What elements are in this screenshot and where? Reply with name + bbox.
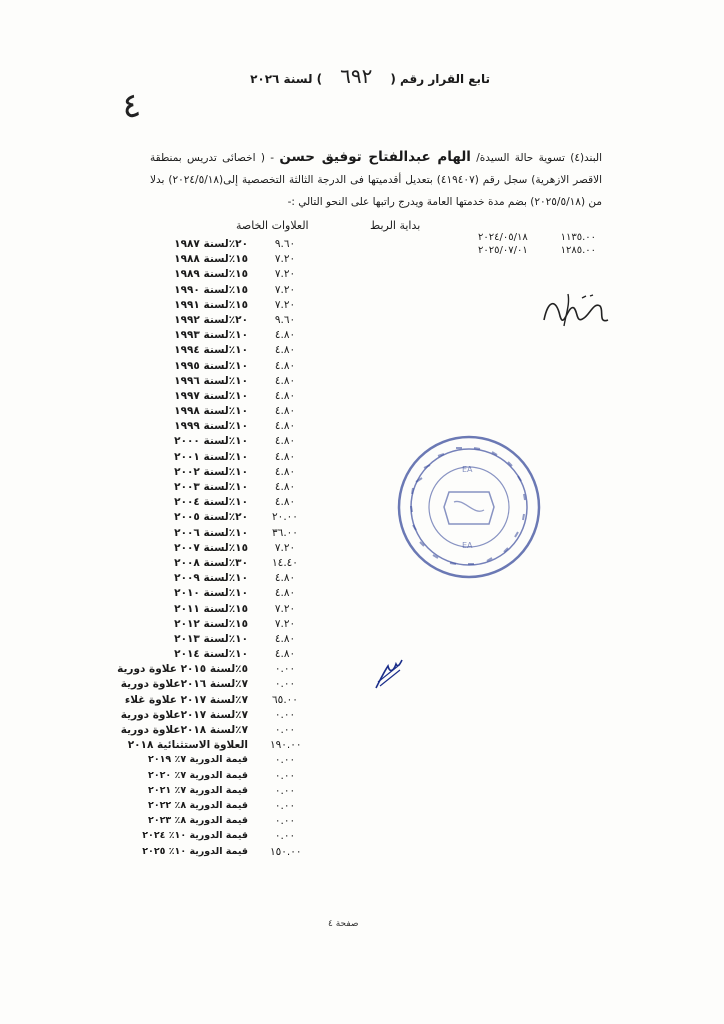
allowance-row bbox=[128, 344, 314, 359]
allowance-label: ١٠٪لسنة ٢٠٠٠ bbox=[174, 435, 248, 448]
allowance-row bbox=[128, 603, 314, 618]
allowance-label: ١٠٪لسنة ١٩٩٩ bbox=[174, 420, 248, 433]
allowance-row bbox=[128, 268, 314, 283]
allowance-row bbox=[128, 618, 314, 633]
salary-row bbox=[478, 244, 596, 257]
allowance-value: ٤.٨٠ bbox=[274, 450, 296, 463]
allowance-row bbox=[128, 587, 314, 602]
allowance-label: ١٠٪لسنة ٢٠٠٣ bbox=[174, 481, 248, 493]
allowance-value: ٤.٨٠ bbox=[274, 465, 296, 478]
svg-text:EA: EA bbox=[462, 465, 473, 474]
allowance-label: ١٠٪لسنة ٢٠١٣ bbox=[174, 632, 248, 645]
allowance-row bbox=[128, 451, 314, 466]
allowance-value: ٤.٨٠ bbox=[274, 389, 296, 402]
allowance-value: ٤.٨٠ bbox=[274, 496, 296, 509]
allowance-value: ٠.٠٠ bbox=[274, 815, 296, 828]
allowances-table bbox=[117, 238, 314, 861]
allowance-label: ١٠٪لسنة ٢٠٠٩ bbox=[174, 572, 248, 585]
allowance-row bbox=[120, 708, 314, 724]
allowance-label: قيمة الدورية ٧٪ ٢٠١٩ bbox=[148, 754, 248, 766]
page-number: صفحة ٤ bbox=[328, 919, 359, 929]
allowance-label: قيمة الدورية ٨٪ ٢٠٢٢ bbox=[148, 799, 248, 811]
allowance-label: ١٠٪لسنة ١٩٩٣ bbox=[174, 329, 248, 342]
allowance-label: ١٠٪لسنة ١٩٩٥ bbox=[174, 359, 248, 372]
allowance-value: ٤.٨٠ bbox=[274, 587, 296, 600]
allowance-value: ٣٦.٠٠ bbox=[272, 526, 298, 539]
allowance-value: ٧.٢٠ bbox=[274, 283, 296, 296]
allowance-label: ٧٪لسنة ٢٠١٧علاوة دورية bbox=[120, 708, 248, 721]
decision-suffix: ) لسنة ٢٠٢٦ bbox=[250, 72, 323, 86]
allowance-row bbox=[128, 375, 314, 390]
allowance-value: ٠.٠٠ bbox=[274, 708, 296, 721]
decision-prefix: تابع القرار رقم ( bbox=[390, 72, 490, 86]
allowance-value: ٢٠.٠٠ bbox=[272, 511, 298, 524]
allowance-row bbox=[120, 724, 314, 739]
allowance-row bbox=[128, 785, 314, 800]
allowance-label: ١٠٪لسنة ٢٠١٠ bbox=[174, 587, 248, 600]
salary-amount: ١١٣٥.٠٠ bbox=[560, 232, 596, 243]
allowance-value: ٠.٠٠ bbox=[274, 678, 296, 691]
item-paragraph bbox=[150, 146, 602, 213]
allowance-row bbox=[128, 572, 314, 587]
allowance-row bbox=[128, 329, 314, 344]
allowance-row bbox=[128, 511, 314, 526]
decision-number: ٦٩٢ bbox=[340, 64, 373, 88]
paragraph-rest: - ( اخصائى تدريس بمنطقة الاقصر الازهرية) سجل رقم (٤١٩٤٠٧) بتعديل أقدميتها فى الدرجة الثالثة التخصصية إلى(٢٠٢٤/٥/١٨) بدلا من (٢٠٢٥/٥/١٨) بضم مدة خدمتها العامة ويدرج راتبها على النحو التالي :- bbox=[150, 152, 602, 208]
allowance-label: قيمة الدورية ١٠٪ ٢٠٢٥ bbox=[142, 845, 248, 857]
allowance-label: ١٥٪لسنة ١٩٨٩ bbox=[174, 268, 248, 281]
allowance-row bbox=[117, 663, 314, 678]
allowance-row bbox=[128, 481, 314, 496]
allowance-value: ٠.٠٠ bbox=[274, 754, 296, 767]
allowance-value: ٤.٨٠ bbox=[274, 632, 296, 645]
salary-rows bbox=[478, 231, 596, 257]
allowance-row bbox=[128, 739, 314, 754]
allowance-value: ٩.٦٠ bbox=[274, 313, 296, 326]
allowance-row bbox=[128, 405, 314, 420]
allowance-row bbox=[128, 435, 314, 450]
allowance-value: ٠.٠٠ bbox=[274, 769, 296, 782]
allowance-value: ٤.٨٠ bbox=[274, 572, 296, 585]
allowance-row bbox=[120, 678, 314, 693]
allowance-value: ٤.٨٠ bbox=[274, 344, 296, 357]
allowance-row bbox=[128, 314, 314, 329]
official-seal-stamp bbox=[394, 432, 544, 582]
allowance-value: ٧.٢٠ bbox=[274, 268, 296, 281]
allowance-value: ٤.٨٠ bbox=[274, 329, 296, 342]
allowance-row bbox=[128, 299, 314, 314]
allowance-value: ٧.٢٠ bbox=[274, 602, 296, 615]
allowance-value: ١٥٠.٠٠ bbox=[270, 845, 302, 858]
allowance-value: ١٤.٤٠ bbox=[272, 556, 298, 569]
allowance-label: قيمة الدورية ١٠٪ ٢٠٢٤ bbox=[142, 830, 248, 842]
allowance-label: ٣٠٪لسنة ٢٠٠٨ bbox=[174, 556, 248, 569]
allowance-row bbox=[128, 390, 314, 405]
special-allowances-heading: العلاوات الخاصة bbox=[236, 219, 309, 232]
allowance-row bbox=[128, 770, 314, 785]
allowance-value: ٤.٨٠ bbox=[274, 648, 296, 661]
allowance-row bbox=[128, 466, 314, 481]
allowance-row bbox=[128, 846, 314, 861]
allowance-row bbox=[128, 284, 314, 299]
allowance-label: ٥٪لسنة ٢٠١٥ علاوة دورية bbox=[117, 663, 248, 676]
allowance-value: ١٩٠.٠٠ bbox=[270, 739, 302, 752]
allowance-label: ١٥٪لسنة ٢٠١١ bbox=[174, 602, 248, 615]
salary-date: ٢٠٢٥/٠٧/٠١ bbox=[478, 245, 528, 256]
decision-header bbox=[230, 64, 490, 88]
allowance-row bbox=[128, 800, 314, 815]
allowance-value: ٧.٢٠ bbox=[274, 617, 296, 630]
allowance-label: ١٥٪لسنة ١٩٨٨ bbox=[174, 253, 248, 266]
allowance-label: قيمة الدورية ٧٪ ٢٠٢٠ bbox=[148, 769, 248, 781]
allowance-label: ١٥٪لسنة ١٩٩٠ bbox=[174, 283, 248, 296]
allowance-label: ١٠٪لسنة ٢٠٠١ bbox=[174, 450, 248, 463]
allowance-value: ٩.٦٠ bbox=[274, 238, 296, 250]
salary-row bbox=[478, 231, 596, 244]
allowance-row bbox=[124, 693, 314, 709]
allowance-label: ١٥٪لسنة ٢٠١٢ bbox=[174, 617, 248, 630]
handwritten-page-mark: ٤ bbox=[119, 84, 143, 128]
allowance-row bbox=[128, 754, 314, 769]
allowance-value: ٧.٢٠ bbox=[274, 253, 296, 266]
allowance-row bbox=[128, 360, 314, 375]
allowance-label: ٢٠٪لسنة ١٩٩٢ bbox=[174, 313, 248, 326]
handwritten-initial bbox=[372, 652, 406, 692]
start-link-heading: بداية الربط bbox=[370, 219, 421, 232]
allowance-label: ٢٠٪لسنة ١٩٨٧ bbox=[174, 238, 248, 250]
allowance-label: ١٥٪لسنة ١٩٩١ bbox=[174, 298, 248, 311]
allowance-label: ١٠٪لسنة ١٩٩٤ bbox=[174, 344, 248, 357]
allowance-row bbox=[128, 527, 314, 542]
allowance-row bbox=[128, 253, 314, 268]
allowance-label: قيمة الدورية ٨٪ ٢٠٢٣ bbox=[148, 815, 248, 827]
allowance-value: ٠.٠٠ bbox=[274, 663, 296, 676]
allowance-value: ٠.٠٠ bbox=[274, 830, 296, 843]
allowance-label: ١٥٪لسنة ٢٠٠٧ bbox=[174, 541, 248, 554]
allowance-row bbox=[128, 238, 314, 253]
allowance-label: ١٠٪لسنة ٢٠٠٢ bbox=[174, 465, 248, 478]
allowance-label: ٧٪لسنة ٢٠١٨علاوة دورية bbox=[120, 724, 248, 736]
allowance-value: ٦٥.٠٠ bbox=[272, 693, 298, 706]
allowance-label: ٧٪لسنة ٢٠١٧ علاوة غلاء bbox=[124, 693, 248, 706]
allowance-row bbox=[128, 648, 314, 663]
allowance-row bbox=[128, 542, 314, 557]
allowance-value: ٤.٨٠ bbox=[274, 420, 296, 433]
allowance-label: ١٠٪لسنة ١٩٩٧ bbox=[174, 389, 248, 402]
allowance-value: ٤.٨٠ bbox=[274, 481, 296, 493]
allowance-value: ٧.٢٠ bbox=[274, 541, 296, 554]
allowance-value: ٤.٨٠ bbox=[274, 435, 296, 448]
allowance-label: ١٠٪لسنة ٢٠٠٦ bbox=[174, 526, 248, 539]
allowance-row bbox=[128, 830, 314, 845]
allowance-label: ١٠٪لسنة ٢٠١٤ bbox=[174, 648, 248, 661]
employee-name: الهام عبدالفتاح توفيق حسن bbox=[279, 149, 471, 165]
handwritten-signature bbox=[538, 290, 616, 338]
allowance-row bbox=[128, 496, 314, 511]
salary-date: ٢٠٢٤/٠٥/١٨ bbox=[478, 232, 528, 243]
allowance-row bbox=[128, 633, 314, 648]
allowance-value: ٠.٠٠ bbox=[274, 799, 296, 812]
allowance-label: ٢٠٪لسنة ٢٠٠٥ bbox=[174, 511, 248, 524]
allowance-label: ١٠٪لسنة ٢٠٠٤ bbox=[174, 496, 248, 509]
allowance-row bbox=[128, 420, 314, 435]
allowance-row bbox=[128, 815, 314, 830]
allowance-row bbox=[128, 557, 314, 572]
svg-text:EA: EA bbox=[462, 541, 473, 550]
allowance-label: ٧٪لسنة ٢٠١٦علاوة دورية bbox=[120, 678, 248, 691]
allowance-label: ١٠٪لسنة ١٩٩٦ bbox=[174, 374, 248, 387]
allowance-value: ٤.٨٠ bbox=[274, 359, 296, 372]
paragraph-lead: البند(٤) تسوية حالة السيدة/ bbox=[476, 152, 603, 164]
allowance-value: ٠.٠٠ bbox=[274, 724, 296, 736]
allowance-label: ١٠٪لسنة ١٩٩٨ bbox=[174, 405, 248, 418]
allowance-value: ٠.٠٠ bbox=[274, 784, 296, 797]
salary-amount: ١٢٨٥.٠٠ bbox=[560, 245, 596, 256]
allowance-value: ٤.٨٠ bbox=[274, 374, 296, 387]
allowance-label: قيمة الدورية ٧٪ ٢٠٢١ bbox=[148, 784, 248, 796]
allowance-value: ٤.٨٠ bbox=[274, 405, 296, 418]
allowance-label: العلاوة الاستثنائية ٢٠١٨ bbox=[127, 739, 248, 752]
allowance-value: ٧.٢٠ bbox=[274, 298, 296, 311]
